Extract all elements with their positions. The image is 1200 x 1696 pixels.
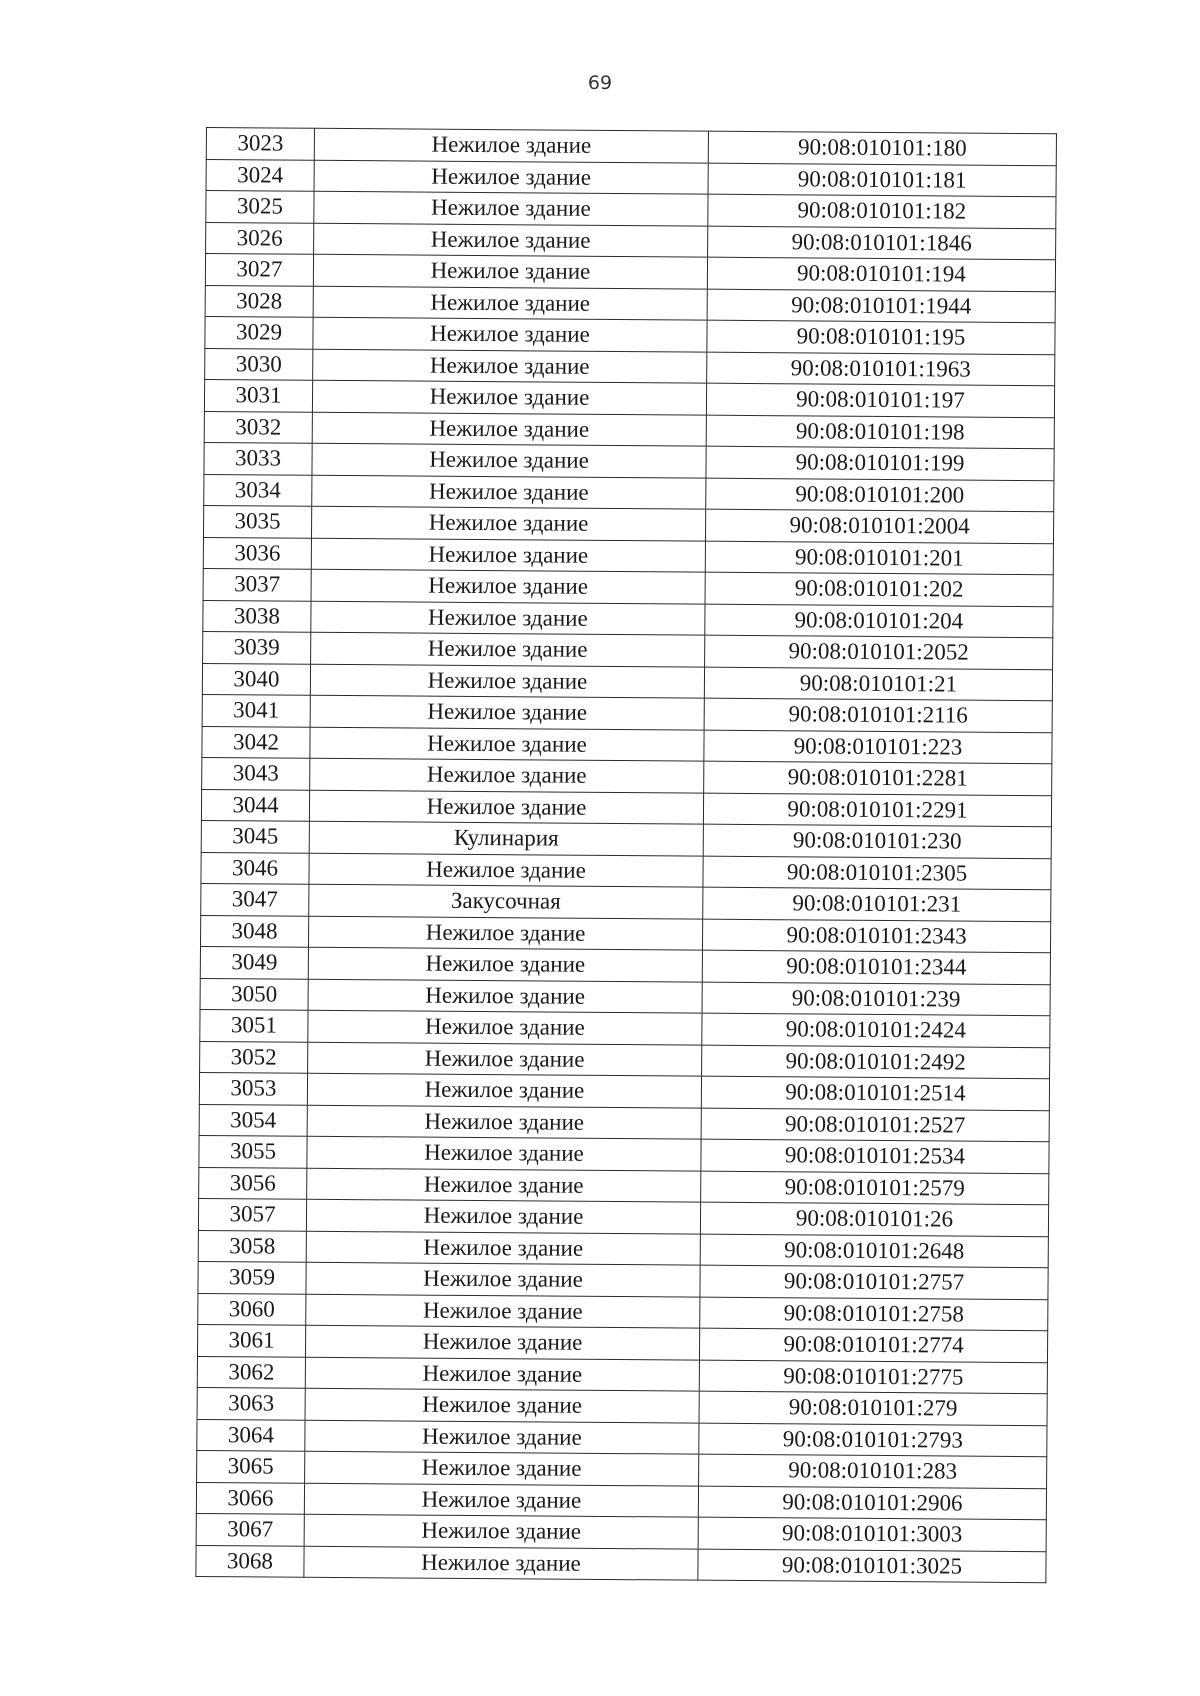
object-name-cell: Нежилое здание xyxy=(307,1168,701,1202)
cadastral-number-cell: 90:08:010101:223 xyxy=(704,730,1052,764)
row-number-cell: 3046 xyxy=(201,852,309,884)
cadastral-number-cell: 90:08:010101:1944 xyxy=(707,289,1055,323)
cadastral-number-cell: 90:08:010101:2758 xyxy=(700,1297,1048,1331)
row-number-cell: 3026 xyxy=(206,222,314,254)
row-number-cell: 3033 xyxy=(204,442,312,474)
object-name-cell: Нежилое здание xyxy=(310,727,704,761)
table-row xyxy=(196,1545,1046,1583)
row-number-cell: 3028 xyxy=(205,285,313,317)
cadastral-number-cell: 90:08:010101:2281 xyxy=(704,761,1052,795)
row-number-cell: 3043 xyxy=(202,757,310,789)
row-number-cell: 3037 xyxy=(203,568,311,600)
row-number-cell: 3023 xyxy=(206,128,314,160)
cadastral-number-cell: 90:08:010101:2424 xyxy=(702,1013,1050,1047)
cadastral-number-cell: 90:08:010101:279 xyxy=(699,1391,1047,1425)
object-name-cell: Нежилое здание xyxy=(308,947,702,981)
object-name-cell: Нежилое здание xyxy=(307,1073,701,1107)
cadastral-number-cell: 90:08:010101:197 xyxy=(706,383,1054,417)
row-number-cell: 3064 xyxy=(197,1419,305,1451)
row-number-cell: 3068 xyxy=(196,1545,304,1577)
object-name-cell: Закусочная xyxy=(309,884,703,918)
object-name-cell: Нежилое здание xyxy=(306,1294,700,1328)
row-number-cell: 3044 xyxy=(201,789,309,821)
row-number-cell: 3067 xyxy=(196,1513,304,1545)
object-name-cell: Нежилое здание xyxy=(308,979,702,1013)
object-name-cell: Нежилое здание xyxy=(306,1231,700,1265)
row-number-cell: 3060 xyxy=(198,1293,306,1325)
row-number-cell: 3062 xyxy=(197,1356,305,1388)
cadastral-number-cell: 90:08:010101:2004 xyxy=(705,509,1053,543)
object-name-cell: Нежилое здание xyxy=(306,1199,700,1233)
row-number-cell: 3059 xyxy=(198,1261,306,1293)
cadastral-number-cell: 90:08:010101:2344 xyxy=(702,950,1050,984)
row-number-cell: 3042 xyxy=(202,726,310,758)
object-name-cell: Кулинария xyxy=(309,821,703,855)
cadastral-number-cell: 90:08:010101:2579 xyxy=(701,1171,1049,1205)
row-number-cell: 3030 xyxy=(205,348,313,380)
object-name-cell: Нежилое здание xyxy=(313,286,707,320)
row-number-cell: 3048 xyxy=(200,915,308,947)
cadastral-number-cell: 90:08:010101:2305 xyxy=(703,856,1051,890)
row-number-cell: 3031 xyxy=(204,379,312,411)
row-number-cell: 3053 xyxy=(199,1072,307,1104)
cadastral-number-cell: 90:08:010101:2793 xyxy=(699,1423,1047,1457)
cadastral-number-cell: 90:08:010101:198 xyxy=(706,415,1054,449)
object-name-cell: Нежилое здание xyxy=(306,1262,700,1296)
row-number-cell: 3024 xyxy=(206,159,314,191)
object-name-cell: Нежилое здание xyxy=(314,128,708,162)
cadastral-number-cell: 90:08:010101:2514 xyxy=(701,1076,1049,1110)
row-number-cell: 3049 xyxy=(200,946,308,978)
row-number-cell: 3035 xyxy=(203,505,311,537)
cadastral-number-cell: 90:08:010101:202 xyxy=(705,572,1053,606)
object-name-cell: Нежилое здание xyxy=(305,1357,699,1391)
object-name-cell: Нежилое здание xyxy=(304,1483,698,1517)
cadastral-number-cell: 90:08:010101:2757 xyxy=(700,1265,1048,1299)
cadastral-number-cell: 90:08:010101:2291 xyxy=(703,793,1051,827)
cadastral-number-cell: 90:08:010101:21 xyxy=(704,667,1052,701)
cadastral-number-cell: 90:08:010101:201 xyxy=(705,541,1053,575)
cadastral-number-cell: 90:08:010101:2527 xyxy=(701,1108,1049,1142)
cadastral-number-cell: 90:08:010101:1846 xyxy=(708,226,1056,260)
cadastral-number-cell: 90:08:010101:2116 xyxy=(704,698,1052,732)
page-number: 69 xyxy=(587,72,613,94)
cadastral-number-cell: 90:08:010101:2774 xyxy=(699,1328,1047,1362)
object-name-cell: Нежилое здание xyxy=(308,1042,702,1076)
object-name-cell: Нежилое здание xyxy=(311,569,705,603)
row-number-cell: 3061 xyxy=(197,1324,305,1356)
object-name-cell: Нежилое здание xyxy=(313,349,707,383)
object-name-cell: Нежилое здание xyxy=(312,475,706,509)
cadastral-number-cell: 90:08:010101:1963 xyxy=(707,352,1055,386)
row-number-cell: 3038 xyxy=(203,600,311,632)
row-number-cell: 3045 xyxy=(201,820,309,852)
cadastral-number-cell: 90:08:010101:2534 xyxy=(701,1139,1049,1173)
object-name-cell: Нежилое здание xyxy=(313,254,707,288)
row-number-cell: 3065 xyxy=(197,1450,305,1482)
row-number-cell: 3051 xyxy=(200,1009,308,1041)
object-name-cell: Нежилое здание xyxy=(314,160,708,194)
cadastral-number-cell: 90:08:010101:283 xyxy=(699,1454,1047,1488)
object-name-cell: Нежилое здание xyxy=(310,695,704,729)
object-name-cell: Нежилое здание xyxy=(314,191,708,225)
cadastral-number-cell: 90:08:010101:2906 xyxy=(698,1486,1046,1520)
object-name-cell: Нежилое здание xyxy=(314,223,708,257)
row-number-cell: 3029 xyxy=(205,316,313,348)
object-name-cell: Нежилое здание xyxy=(309,790,703,824)
row-number-cell: 3057 xyxy=(198,1198,306,1230)
row-number-cell: 3054 xyxy=(199,1104,307,1136)
object-name-cell: Нежилое здание xyxy=(309,853,703,887)
row-number-cell: 3052 xyxy=(200,1041,308,1073)
cadastral-number-cell: 90:08:010101:199 xyxy=(706,446,1054,480)
object-name-cell: Нежилое здание xyxy=(310,758,704,792)
cadastral-number-cell: 90:08:010101:180 xyxy=(708,131,1056,165)
object-name-cell: Нежилое здание xyxy=(312,412,706,446)
row-number-cell: 3034 xyxy=(204,474,312,506)
cadastral-number-cell: 90:08:010101:182 xyxy=(708,194,1056,228)
object-name-cell: Нежилое здание xyxy=(305,1388,699,1422)
row-number-cell: 3063 xyxy=(197,1387,305,1419)
row-number-cell: 3039 xyxy=(203,631,311,663)
cadastral-number-cell: 90:08:010101:2052 xyxy=(705,635,1053,669)
row-number-cell: 3050 xyxy=(200,978,308,1010)
object-name-cell: Нежилое здание xyxy=(311,506,705,540)
object-name-cell: Нежилое здание xyxy=(305,1325,699,1359)
row-number-cell: 3047 xyxy=(201,883,309,915)
property-table-body xyxy=(196,128,1057,1583)
cadastral-number-cell: 90:08:010101:204 xyxy=(705,604,1053,638)
cadastral-number-cell: 90:08:010101:26 xyxy=(700,1202,1048,1236)
object-name-cell: Нежилое здание xyxy=(305,1420,699,1454)
object-name-cell: Нежилое здание xyxy=(311,538,705,572)
row-number-cell: 3066 xyxy=(196,1482,304,1514)
cadastral-number-cell: 90:08:010101:2343 xyxy=(702,919,1050,953)
cadastral-number-cell: 90:08:010101:231 xyxy=(703,887,1051,921)
cadastral-number-cell: 90:08:010101:239 xyxy=(702,982,1050,1016)
cadastral-number-cell: 90:08:010101:2648 xyxy=(700,1234,1048,1268)
property-table xyxy=(195,127,1057,1583)
cadastral-number-cell: 90:08:010101:200 xyxy=(706,478,1054,512)
cadastral-number-cell: 90:08:010101:195 xyxy=(707,320,1055,354)
object-name-cell: Нежилое здание xyxy=(307,1136,701,1170)
row-number-cell: 3025 xyxy=(206,191,314,223)
object-name-cell: Нежилое здание xyxy=(312,443,706,477)
object-name-cell: Нежилое здание xyxy=(310,664,704,698)
object-name-cell: Нежилое здание xyxy=(311,632,705,666)
object-name-cell: Нежилое здание xyxy=(308,916,702,950)
row-number-cell: 3027 xyxy=(205,254,313,286)
cadastral-number-cell: 90:08:010101:230 xyxy=(703,824,1051,858)
row-number-cell: 3041 xyxy=(202,694,310,726)
row-number-cell: 3055 xyxy=(199,1135,307,1167)
object-name-cell: Нежилое здание xyxy=(311,601,705,635)
object-name-cell: Нежилое здание xyxy=(304,1546,698,1580)
object-name-cell: Нежилое здание xyxy=(307,1105,701,1139)
row-number-cell: 3040 xyxy=(202,663,310,695)
cadastral-number-cell: 90:08:010101:2775 xyxy=(699,1360,1047,1394)
object-name-cell: Нежилое здание xyxy=(304,1514,698,1548)
cadastral-number-cell: 90:08:010101:3003 xyxy=(698,1517,1046,1551)
row-number-cell: 3036 xyxy=(203,537,311,569)
row-number-cell: 3058 xyxy=(198,1230,306,1262)
object-name-cell: Нежилое здание xyxy=(305,1451,699,1485)
cadastral-number-cell: 90:08:010101:181 xyxy=(708,163,1056,197)
object-name-cell: Нежилое здание xyxy=(313,317,707,351)
row-number-cell: 3056 xyxy=(199,1167,307,1199)
cadastral-number-cell: 90:08:010101:2492 xyxy=(702,1045,1050,1079)
cadastral-number-cell: 90:08:010101:194 xyxy=(707,257,1055,291)
row-number-cell: 3032 xyxy=(204,411,312,443)
cadastral-number-cell: 90:08:010101:3025 xyxy=(698,1549,1046,1583)
object-name-cell: Нежилое здание xyxy=(308,1010,702,1044)
object-name-cell: Нежилое здание xyxy=(312,380,706,414)
